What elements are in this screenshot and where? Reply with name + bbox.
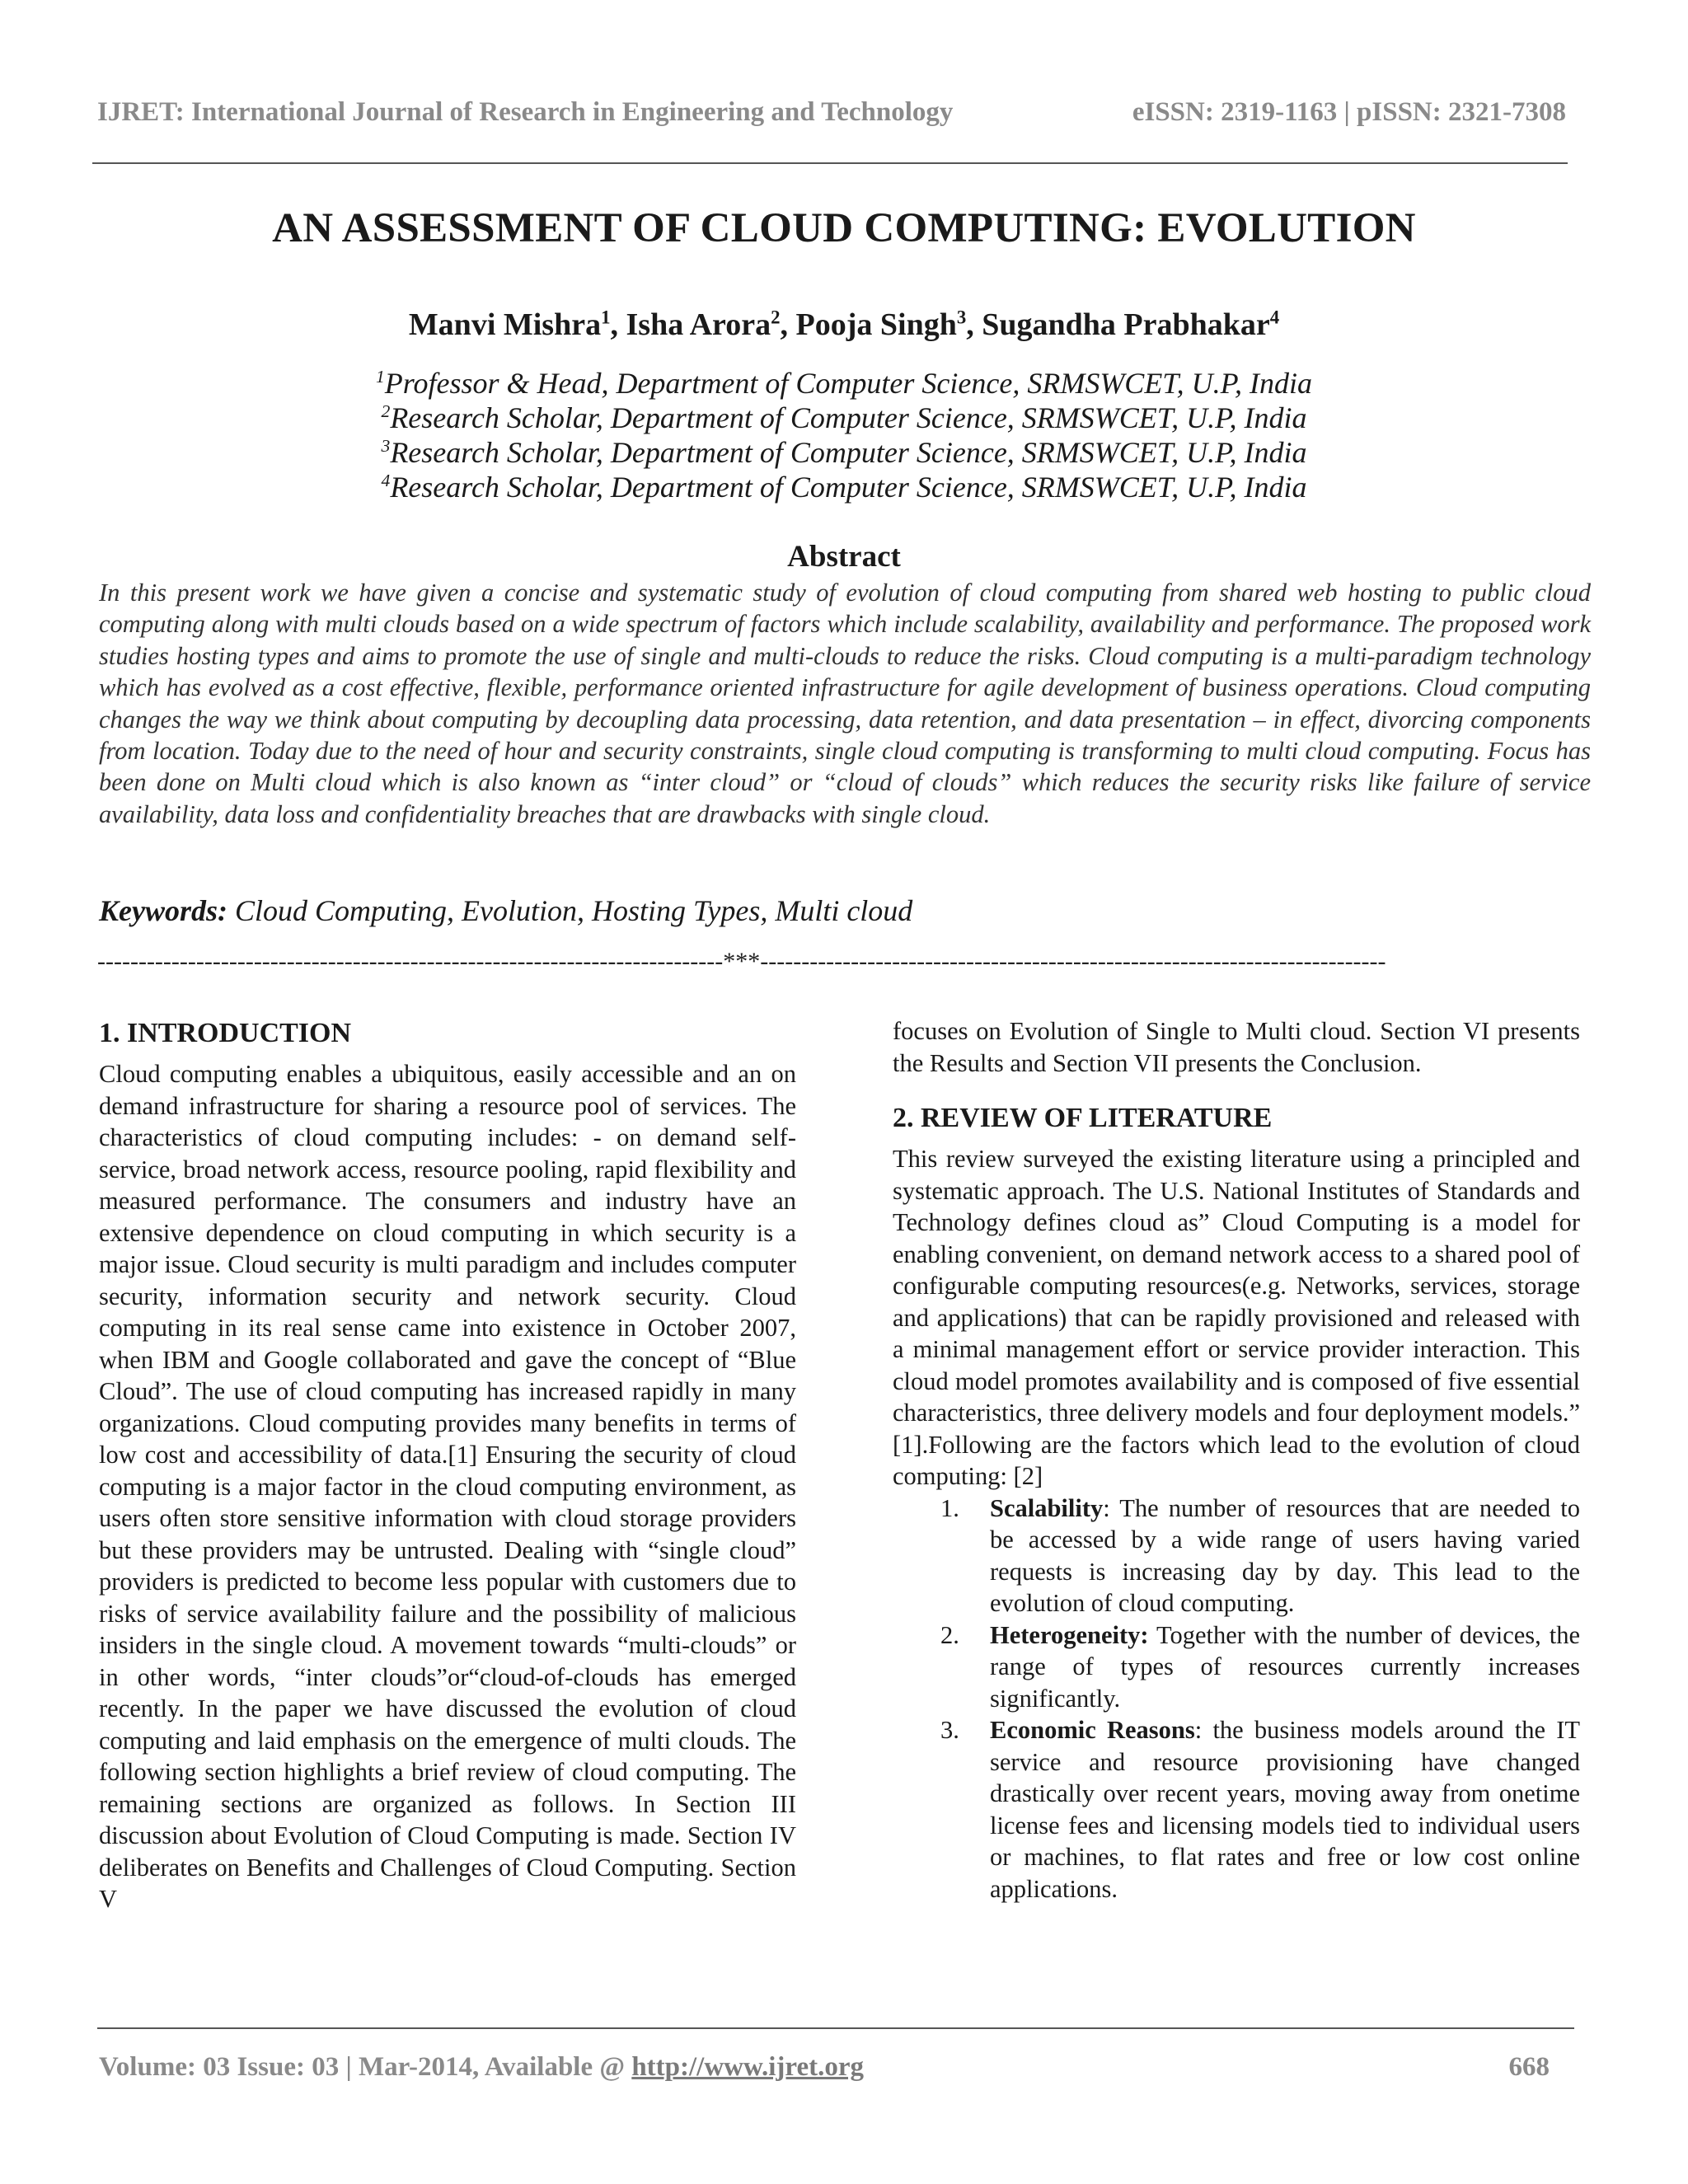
list-item [893,1714,1580,1905]
author-name: Manvi Mishra [408,307,602,342]
affiliation-text: Research Scholar, Department of Computer Science, SRMSWCET, U.P, India [390,436,1307,469]
affiliation-sup: 3 [381,436,391,456]
keywords-text: Cloud Computing, Evolution, Hosting Types, Multi cloud [235,894,913,927]
abstract-heading: Abstract [787,540,901,574]
affiliation-sup: 2 [381,401,391,421]
factor-sep: : [1194,1716,1213,1744]
introduction-text: Cloud computing enables a ubiquitous, easily accessible and an on demand infrastructure for sharing a resource pool of services. The characteristics of cloud computing includes: - on demand self-service, broad network access, resource pooling, rapid flexibility and measured performance. The consumers and industry have an extensive dependence on cloud computing in which security is a major issue. Cloud security is multi paradigm and includes computer security, information security and network security. Cloud computing in its real sense came into existence in October 2007, when IBM and Google collaborated and gave the concept of “Blue Cloud”. The use of cloud computing has increased rapidly in many organizations. Cloud computing provides many benefits in terms of low cost and accessibility of data.[1] Ensuring the security of cloud computing is a major factor in the cloud computing environment, as users often store sensitive information with cloud storage providers but these providers may be untrusted. Dealing with “single cloud” providers is predicted to become less popular with customers due to risks of service availability failure and the possibility of malicious insiders in the single cloud. A movement towards “multi-clouds” or in other words, “inter clouds”or“cloud-of-clouds has emerged recently. In the paper we have discussed the evolution of cloud computing and laid emphasis on the emergence of multi clouds. The following section highlights a brief review of cloud computing. The remaining sections are organized as follows. In Section III discussion about Evolution of Cloud Computing is made. Section IV deliberates on Benefits and Challenges of Cloud Computing. Section V [99,1060,796,1913]
factor-text: Together with the number of devices, the range of types of resources currently increases significantly. [990,1620,1581,1713]
abstract-text: In this present work we have given a concise and systematic study of evolution of cloud computing from shared web hosting to public cloud computing along with multi clouds based on a wide spectrum of factors which include scalability, availability and performance. The proposed work studies hosting types and aims to promote the use of single and multi-clouds to reduce the risks. Cloud computing is a multi-paradigm technology which has evolved as a cost effective, flexible, performance oriented infrastructure for agile development of business operations. Cloud computing changes the way we think about computing by decoupling data processing, data retention, and data presentation – in effect, divorcing components from location. Today due to the need of hour and security constraints, single cloud computing is transforming to multi cloud computing. Focus has been done on Multi cloud which is also known as “inter cloud” or “cloud of clouds” which reduces the security risks like failure of service availability, data loss and confidentiality breaches that are drawbacks with single cloud. [99,579,1591,828]
affiliation-text: Professor & Head, Department of Computer Science, SRMSWCET, U.P, India [384,367,1312,400]
running-header [97,97,1566,134]
affiliation-text: Research Scholar, Department of Computer Science, SRMSWCET, U.P, India [390,401,1307,434]
issn-info: eISSN: 2319-1163 | pISSN: 2321-7308 [1132,97,1566,127]
author-sup: 4 [1269,307,1280,328]
author-name: Pooja Singh [795,307,957,342]
review-heading: 2. REVIEW OF LITERATURE [893,1103,1273,1133]
header-divider [92,162,1568,164]
left-column [99,1015,796,1915]
section-separator: ----------------------------------------------------------------------------***---------------------------------------------------------------------------- [97,948,1386,975]
factor-text: The number of resources that are needed to be accessed by a wide range of users having varied requests is increasing day by day. This lead to the evolution of cloud computing. [990,1493,1580,1617]
footer-divider [97,2027,1574,2029]
introduction-heading: 1. INTRODUCTION [99,1018,352,1048]
affiliation [0,435,1688,470]
journal-name: IJRET: International Journal of Research in Engineering and Technology [97,97,954,127]
affiliation-text: Research Scholar, Department of Computer Science, SRMSWCET, U.P, India [390,471,1307,504]
list-number: 1. [940,1493,959,1522]
page-number: 668 [1508,2052,1550,2082]
factor-sep: : [1103,1493,1120,1522]
author-name: Isha Arora [626,307,771,342]
affiliation-sup: 4 [381,471,391,490]
affiliation [0,401,1688,435]
factor-sep [1149,1621,1156,1649]
review-text: This review surveyed the existing literature using a principled and systematic approach. The U.S. National Institutes of Standards and Technology defines cloud as” Cloud Computing is a model for enabling convenient, on demand network access to a shared pool of configurable computing resources(e.g. Networks, services, storage and applications) that can be rapidly provisioned and released with a minimal management effort or service provider interaction. This cloud model promotes availability and is composed of five essential characteristics, three delivery models and four deployment models.” [1].Following are the factors which lead to the evolution of cloud computing: [2] [893,1145,1580,1490]
affiliation [0,470,1688,504]
volume-info: Volume: 03 Issue: 03 | Mar-2014, Available @ [99,2052,632,2082]
journal-link[interactable]: http://www.ijret.org [631,2052,864,2082]
author-name: Sugandha Prabhakar [982,307,1270,342]
right-column [893,1015,1580,1905]
affiliation [0,366,1688,401]
keywords [99,893,912,928]
affiliation-sup: 1 [376,367,385,387]
affiliation-list [0,366,1688,504]
author-list: Manvi Mishra$^1$, Isha Arora$^2$, Pooja Singh$^3$, Sugandha Prabhakar$^4$ [408,307,1280,342]
page-footer [99,2052,1550,2083]
author-sup: 1 [601,307,611,328]
keywords-label: Keywords: [99,894,227,927]
factor-term: Scalability [990,1493,1104,1522]
introduction-continuation: focuses on Evolution of Single to Multi cloud. Section VI presents the Results and Section VII presents the Conclusion. [893,1017,1580,1077]
author-sup: 2 [771,307,781,328]
list-number: 2. [940,1620,959,1649]
list-item [893,1619,1580,1715]
author-sup: 3 [956,307,967,328]
factor-text: the business models around the IT service and resource provisioning have changed drastically over recent years, moving away from onetime license fees and licensing models tied to individual users or machines, to flat rates and free or low cost online applications. [990,1716,1581,1903]
factor-term: Heterogeneity: [990,1620,1149,1649]
factor-term: Economic Reasons [990,1716,1195,1744]
paper-title: AN ASSESSMENT OF CLOUD COMPUTING: EVOLUTION [272,205,1416,251]
factor-list [893,1493,1580,1905]
list-number: 3. [940,1716,959,1744]
list-item [893,1493,1580,1619]
